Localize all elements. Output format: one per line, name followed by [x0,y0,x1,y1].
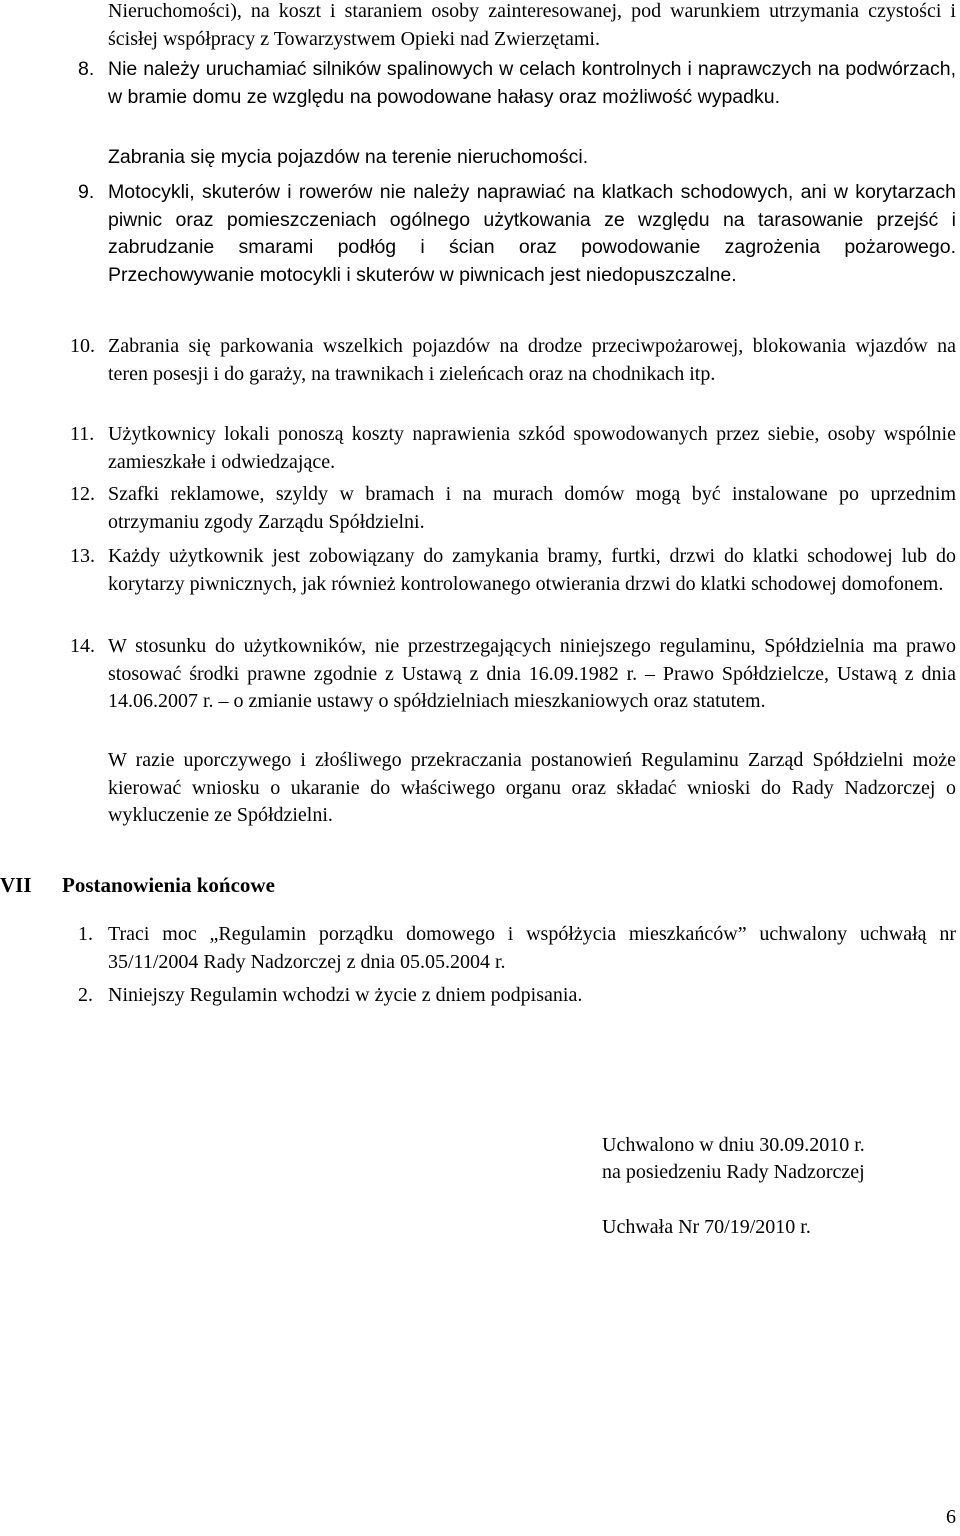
item-number: 12. [70,483,95,505]
section-heading [0,872,275,900]
list-item-text: Niniejszy Regulamin wchodzi w życie z dniem podpisania. [108,984,583,1006]
list-item-text: Nie należy uruchamiać silników spalinowych w celach kontrolnych i naprawczych na podwórzach, w bramie domu ze względu na powodowane hałasy oraz możliwość wypadku. [108,58,956,108]
list-item-text: Każdy użytkownik jest zobowiązany do zamykania bramy, furtki, drzwi do klatki schodowej lub do korytarzy piwnicznych, jak również kontrolowanego otwierania drzwi do klatki schodowej domofonem. [108,545,956,595]
item-number: 9. [78,181,95,203]
item-number: 10. [70,335,95,357]
signature-date: Uchwalono w dniu 30.09.2010 r. [602,1134,865,1156]
list-item-text: Zabrania się parkowania wszelkich pojazdów na drodze przeciwpożarowej, blokowania wjazdów na teren posesji i do garaży, na trawnikach i zieleńcach oraz na chodnikach itp. [108,335,956,385]
resolution-number: Uchwała Nr 70/19/2010 r. [602,1216,811,1238]
item-number: 8. [78,58,95,80]
closing-paragraph: W razie uporczywego i złośliwego przekraczania postanowień Regulaminu Zarząd Spółdzielni może kierować wniosku o ukaranie do właściwego organu oraz składać wnioski do Rady Nadzorczej o wykluczenie ze Spółdzielni. [108,749,956,826]
section-number: VII [0,873,32,897]
item-number: 2. [78,984,93,1006]
list-item-text: Traci moc „Regulamin porządku domowego i współżycia mieszkańców” uchwalony uchwałą nr 35/11/2004 Rady Nadzorczej z dnia 05.05.2004 r. [108,923,956,973]
list-item-text: Motocykli, skuterów i rowerów nie należy naprawiać na klatkach schodowych, ani w korytarzach piwnic oraz pomieszczeniach ogólnego użytkowania ze względu na tarasowanie przejść i zabrudzanie smarami podłóg i ścian oraz powodowanie zagrożenia pożarowego. Przechowywanie motocykli i skuterów w piwnicach jest niedopuszczalne. [108,181,956,286]
list-item-text: Szafki reklamowe, szyldy w bramach i na murach domów mogą być instalowane po uprzednim otrzymaniu zgody Zarządu Spółdzielni. [108,483,956,533]
item-number: 11. [70,423,95,445]
section-title: Postanowienia końcowe [62,873,275,897]
list-item-text: Użytkownicy lokali ponoszą koszty naprawienia szkód spowodowanych przez siebie, osoby wspólnie zamieszkałe i odwiedzające. [108,423,956,473]
page-number: 6 [946,1506,956,1528]
list-item-extra: Zabrania się mycia pojazdów na terenie nieruchomości. [108,146,589,168]
list-item-text: W stosunku do użytkowników, nie przestrzegających niniejszego regulaminu, Spółdzielnia ma prawo stosować środki prawne zgodnie z Ustawą z dnia 16.09.1982 r. – Prawo Spółdzielcze, Ustawą z dnia 14.06.2007 r. – o zmianie ustawy o spółdzielniach mieszkaniowych oraz statutem. [108,635,956,712]
item-number: 14. [70,635,95,657]
signature-body: na posiedzeniu Rady Nadzorczej [602,1161,865,1183]
continuation-paragraph: Nieruchomości), na koszt i staraniem osoby zainteresowanej, pod warunkiem utrzymania czystości i ścisłej współpracy z Towarzystwem Opieki nad Zwierzętami. [108,0,956,50]
item-number: 1. [78,923,93,945]
item-number: 13. [70,545,95,567]
